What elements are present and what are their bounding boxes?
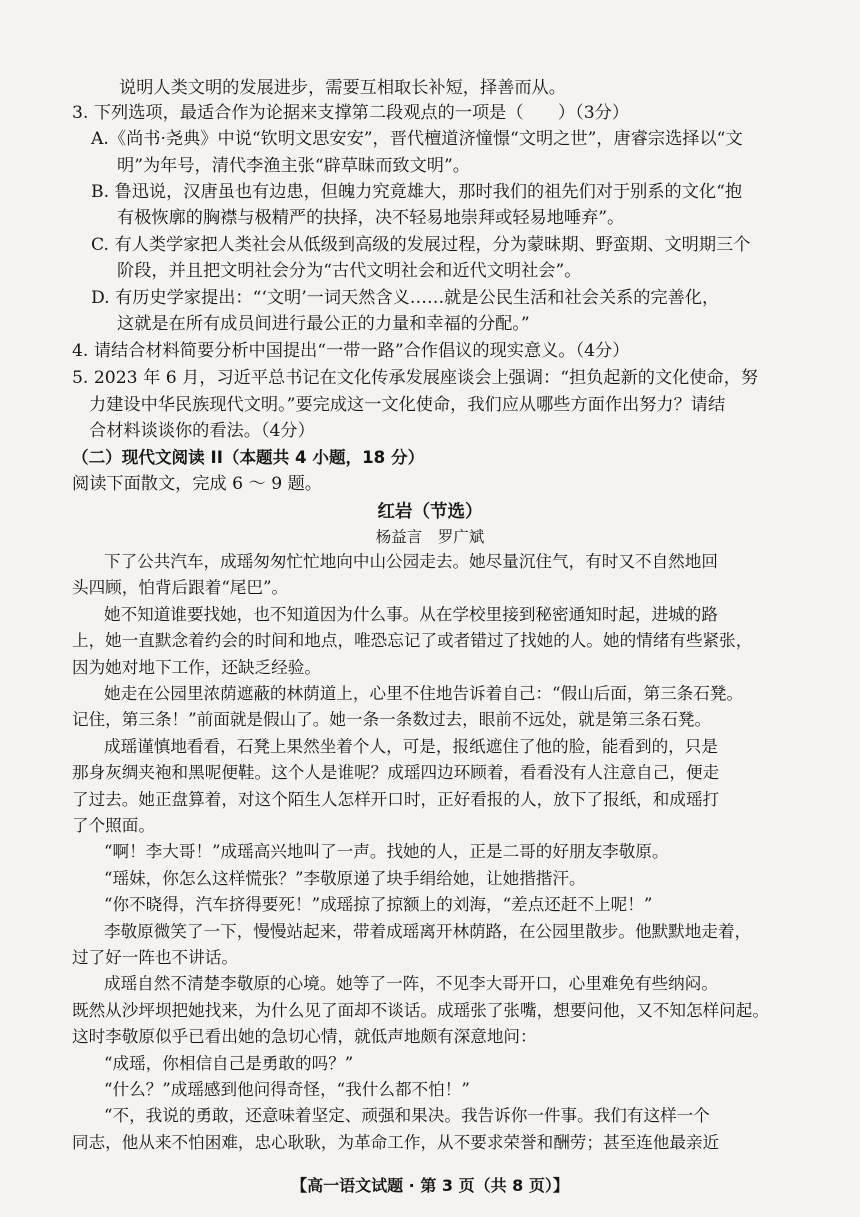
q3-option-d-line2: 这就是在所有成员间进行最公正的力量和幸福的分配。” — [117, 314, 530, 334]
q3-option-a-line1: A.《尚书·尧典》中说“钦明文思安安”，晋代檀道济憧憬“文明之世”，唐睿宗选择以“文 — [91, 129, 743, 149]
prose-line: 记住，第三条！”前面就是假山了。她一条一条数过去，眼前不远处，就是第三条石凳。 — [72, 710, 712, 729]
q5-line3: 合材料谈谈你的看法。（4分） — [89, 421, 315, 441]
section-instruction: 阅读下面散文，完成 6 ～ 9 题。 — [72, 474, 322, 494]
passage-title: 红岩（节选） — [377, 502, 483, 522]
prose-line: “你不晓得，汽车挤得要死！”成瑶掠了掠额上的刘海，“差点还赶不上呢！” — [104, 895, 653, 914]
prose-line: 既然从沙坪坝把她找来，为什么见了面却不谈话。成瑶张了张嘴，想要问他，又不知怎样问起。 — [72, 1001, 769, 1020]
prose-line: 过了好一阵也不讲话。 — [72, 948, 238, 967]
prose-line: 因为她对地下工作，还缺乏经验。 — [72, 658, 321, 677]
prose-line: 那身灰绸夹袍和黑呢便鞋。这个人是谁呢？成瑶四边环顾着，看看没有人注意自己，便走 — [72, 763, 720, 782]
prose-line: 了个照面。 — [72, 816, 155, 835]
q5-line2: 力建设中华民族现代文明。”要完成这一文化使命，我们应从哪些方面作出努力？请结 — [89, 395, 726, 415]
prose-line: “不，我说的勇敢，还意味着坚定、顽强和果决。我告诉你一件事。我们有这样一个 — [104, 1106, 710, 1125]
prose-line: 成瑶谨慎地看看，石凳上果然坐着个人，可是，报纸遮住了他的脸，能看到的，只是 — [104, 737, 718, 756]
q2-continuation: 说明人类文明的发展进步，需要互相取长补短，择善而从。 — [119, 78, 566, 98]
prose-line: 同志，他从来不怕困难，忠心耿耿，为革命工作，从不要求荣誉和酬劳；甚至连他最亲近 — [72, 1133, 720, 1152]
prose-line: 下了公共汽车，成瑶匆匆忙忙地向中山公园走去。她尽量沉住气，有时又不自然地回 — [104, 552, 718, 571]
prose-line: 头四顾，怕背后跟着“尾巴”。 — [72, 578, 289, 597]
q3-option-b-line1: B. 鲁迅说，汉唐虽也有边患，但魄力究竟雄大，那时我们的祖先们对于别系的文化“抱 — [91, 182, 743, 202]
prose-line: “瑶妹，你怎么这样慌张？”李敬原递了块手绢给她，让她揩揩汗。 — [104, 869, 586, 888]
prose-line: 她不知道谁要找她，也不知道因为什么事。从在学校里接到秘密通知时起，进城的路 — [104, 605, 718, 624]
q3-option-c-line2: 阶段，并且把文明社会分为“古代文明社会和近代文明社会”。 — [117, 261, 582, 281]
prose-line: “什么？”成瑶感到他问得奇怪，“我什么都不怕！” — [104, 1080, 470, 1099]
q4-stem: 4. 请结合材料简要分析中国提出“一带一路”合作倡议的现实意义。（4分） — [72, 341, 630, 361]
q3-option-a-line2: 明”为年号，清代李渔主张“辟草昧而致文明”。 — [117, 156, 470, 176]
q3-option-b-line2: 有极恢廓的胸襟与极精严的抉择，决不轻易地崇拜或轻易地唾弃”。 — [117, 208, 625, 228]
q3-option-d-line1: D. 有历史学家提出：“‘文明’一词天然含义……就是公民生活和社会关系的完善化， — [91, 288, 720, 308]
q5-line1: 5. 2023 年 6 月，习近平总书记在文化传承发展座谈会上强调：“担负起新的文化使命，努 — [72, 368, 759, 388]
page-footer: 【高一语文试题 · 第 3 页（共 8 页）】 — [291, 1176, 569, 1195]
prose-line: 成瑶自然不清楚李敬原的心境。她等了一阵，不见李大哥开口，心里难免有些纳闷。 — [104, 974, 718, 993]
prose-line: 上，她一直默念着约会的时间和地点，唯恐忘记了或者错过了找她的人。她的情绪有些紧张， — [72, 631, 753, 650]
passage-author: 杨益言 罗广斌 — [375, 528, 485, 546]
prose-line: “啊！李大哥！”成瑶高兴地叫了一声。找她的人，正是二哥的好朋友李敬原。 — [104, 842, 669, 861]
prose-line: 了过去。她正盘算着，对这个陌生人怎样开口时，正好看报的人，放下了报纸，和成瑶打 — [72, 790, 720, 809]
section-heading: （二）现代文阅读 II（本题共 4 小题，18 分） — [72, 448, 425, 467]
q3-stem: 3. 下列选项，最适合作为论据来支撑第二段观点的一项是（ ）（3分） — [72, 103, 630, 123]
prose-line: 这时李敬原似乎已看出她的急切心情，就低声地颇有深意地问： — [72, 1027, 537, 1046]
prose-line: “成瑶，你相信自己是勇敢的吗？” — [104, 1054, 354, 1073]
q3-option-c-line1: C. 有人类学家把人类社会从低级到高级的发展过程，分为蒙昧期、野蛮期、文明期三个 — [91, 235, 751, 255]
prose-line: 李敬原微笑了一下，慢慢站起来，带着成瑶离开林荫路，在公园里散步。他默默地走着， — [104, 922, 752, 941]
prose-line: 她走在公园里浓荫遮蔽的林荫道上，心里不住地告诉着自己：“假山后面，第三条石凳。 — [104, 684, 744, 703]
